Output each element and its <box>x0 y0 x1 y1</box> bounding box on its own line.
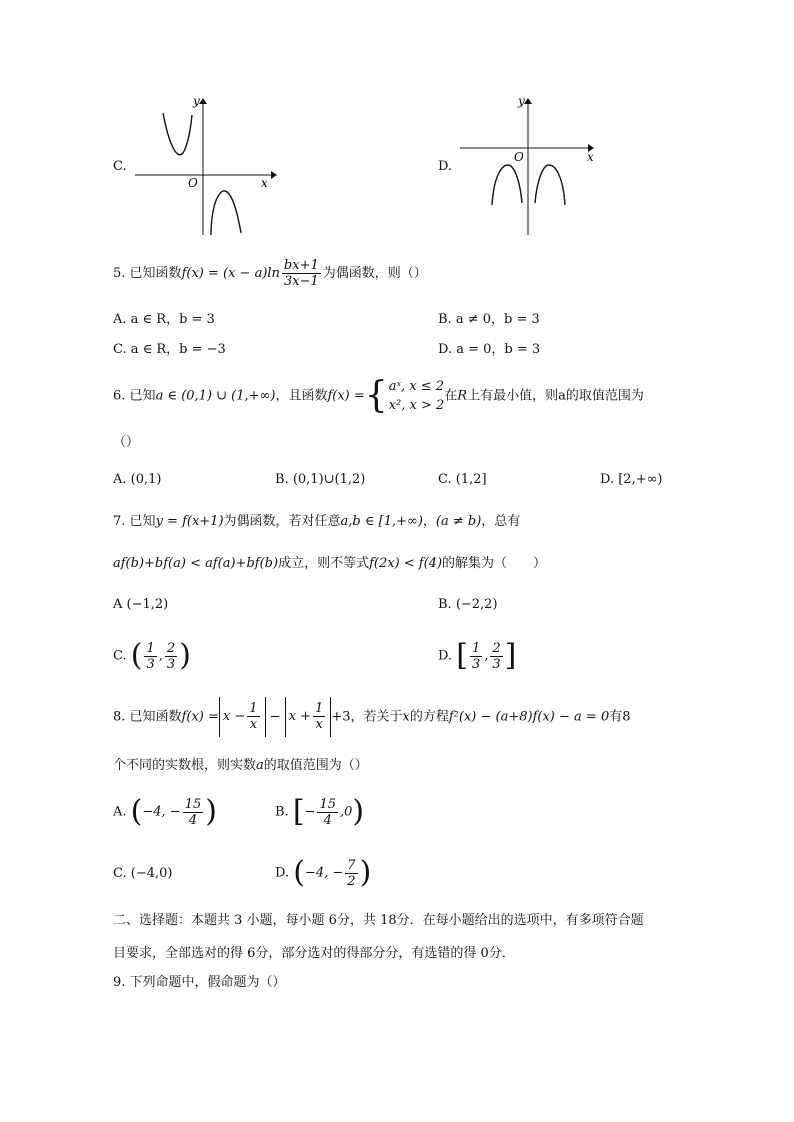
curve-right <box>211 191 241 235</box>
q7-stem: 7. 已知y = f(x+1)为偶函数，若对任意a,b ∈ [1,+∞)，(a ≠ b)，总有 <box>113 514 521 529</box>
axis-y-label: y <box>193 95 200 108</box>
q8-abs1: x − $\frac{1}{x}$ <box>219 697 266 737</box>
section2-line2: 目要求，全部选对的得 6分，部分选对的得部分分，有选错的得 0分． <box>113 946 515 961</box>
q8-option-b: B. [− $\frac{15}{4}$ ,0) <box>275 794 365 829</box>
q6-set: a ∈ (0,1) ∪ (1,+∞) <box>155 388 276 404</box>
q8-abs2: x + $\frac{1}{x}$ <box>285 697 332 737</box>
q7-option-c: C. ( $\frac{1}{3}$ , $\frac{2}{3}$ ) <box>113 638 191 673</box>
q7-option-a: A (−1,2) <box>113 597 169 612</box>
q8-number: 8. <box>113 709 126 725</box>
q8-option-d: D. (−4, − $\frac{7}{2}$ ) <box>275 855 372 890</box>
section2-line1: 二、选择题：本题共 3 小题，每小题 6分，共 18分．在每小题给出的选项中，有多项符合题 <box>113 913 644 928</box>
q4-option-d-graph <box>458 95 603 240</box>
q5-number: 5. <box>113 266 126 281</box>
q7-option-d: D. [ $\frac{1}{3}$ , $\frac{2}{3}$ ] <box>438 638 517 673</box>
q6-stem-line2: （） <box>113 435 140 450</box>
q8-func: f(x) = <box>181 709 219 725</box>
q5-option-b: B. a ≠ 0，b = 3 <box>438 312 540 327</box>
curve-right <box>535 165 565 205</box>
q7-stem-line2: af(b)+bf(a) < af(a)+bf(b)成立，则不等式f(2x) < f(4)的解集为（ ） <box>113 556 547 571</box>
q8-option-c: C. (−4,0) <box>113 866 173 881</box>
q6-piecewise: { aˣ, x ≤ 2 x², x > 2 <box>364 375 445 416</box>
y-axis-arrow-icon <box>199 98 207 104</box>
q7-func: y = f(x+1) <box>155 514 224 529</box>
q7-number: 7. <box>113 514 126 529</box>
q4-option-d-label: D. <box>438 159 453 174</box>
q5-stem-prefix: 已知函数 <box>129 266 182 281</box>
q5-option-d: D. a = 0，b = 3 <box>438 342 541 357</box>
q6-option-c: C. (1,2] <box>438 472 487 487</box>
axis-x-label: x <box>261 176 268 190</box>
q6-stem: 6. 已知a ∈ (0,1) ∪ (1,+∞)，且函数f(x) = { aˣ, x ≤ 2 x², x > 2 在R上有最小值，则a的取值范围为 <box>113 375 644 416</box>
q8-equation: f²(x) − (a+8)f(x) − a = 0 <box>448 709 610 725</box>
q6-option-a: A. (0,1) <box>113 472 162 487</box>
q8-option-a: A. (−4, − $\frac{15}{4}$ ) <box>113 794 217 829</box>
q5-stem <box>113 258 427 289</box>
q5-stem-suffix: 为偶函数，则（） <box>322 266 427 281</box>
q5-fraction: $\frac{bx+1}{3x-1}$ <box>283 258 319 289</box>
q7-inequality: af(b)+bf(a) < af(a)+bf(b) <box>113 556 279 571</box>
axis-x-label: x <box>587 150 594 164</box>
curve-left <box>492 165 522 205</box>
x-axis-arrow-icon <box>271 171 277 179</box>
origin-label: O <box>514 150 524 164</box>
curve-left <box>163 113 192 155</box>
q5-func: f(x) = (x − a)ln <box>181 266 280 281</box>
q4-option-c-label: C. <box>113 159 127 174</box>
q4-option-c-graph <box>133 95 278 240</box>
axis-y-label: y <box>518 95 525 108</box>
q6-func: f(x) = <box>327 388 365 404</box>
q6-option-d: D. [2,+∞) <box>600 472 663 487</box>
q8-stem-line2: 个不同的实数根，则实数a的取值范围为（） <box>113 758 368 773</box>
origin-label: O <box>188 176 198 190</box>
q8-stem: 8. 已知函数f(x) = x − $\frac{1}{x}$ − x + $\frac{1}{x}$ +3，若关于x的方程f²(x) − (a+8)f(x) − a = 0有8 <box>113 697 631 738</box>
q5-option-a: A. a ∈ R，b = 3 <box>113 312 215 327</box>
q6-number: 6. <box>113 388 126 404</box>
q7-option-b: B. (−2,2) <box>438 597 498 612</box>
y-axis-arrow-icon <box>524 98 532 104</box>
q6-option-b: B. (0,1)∪(1,2) <box>275 472 366 487</box>
q5-option-c: C. a ∈ R，b = −3 <box>113 342 226 357</box>
q9-stem: 9. 下列命题中，假命题为（） <box>113 975 286 990</box>
